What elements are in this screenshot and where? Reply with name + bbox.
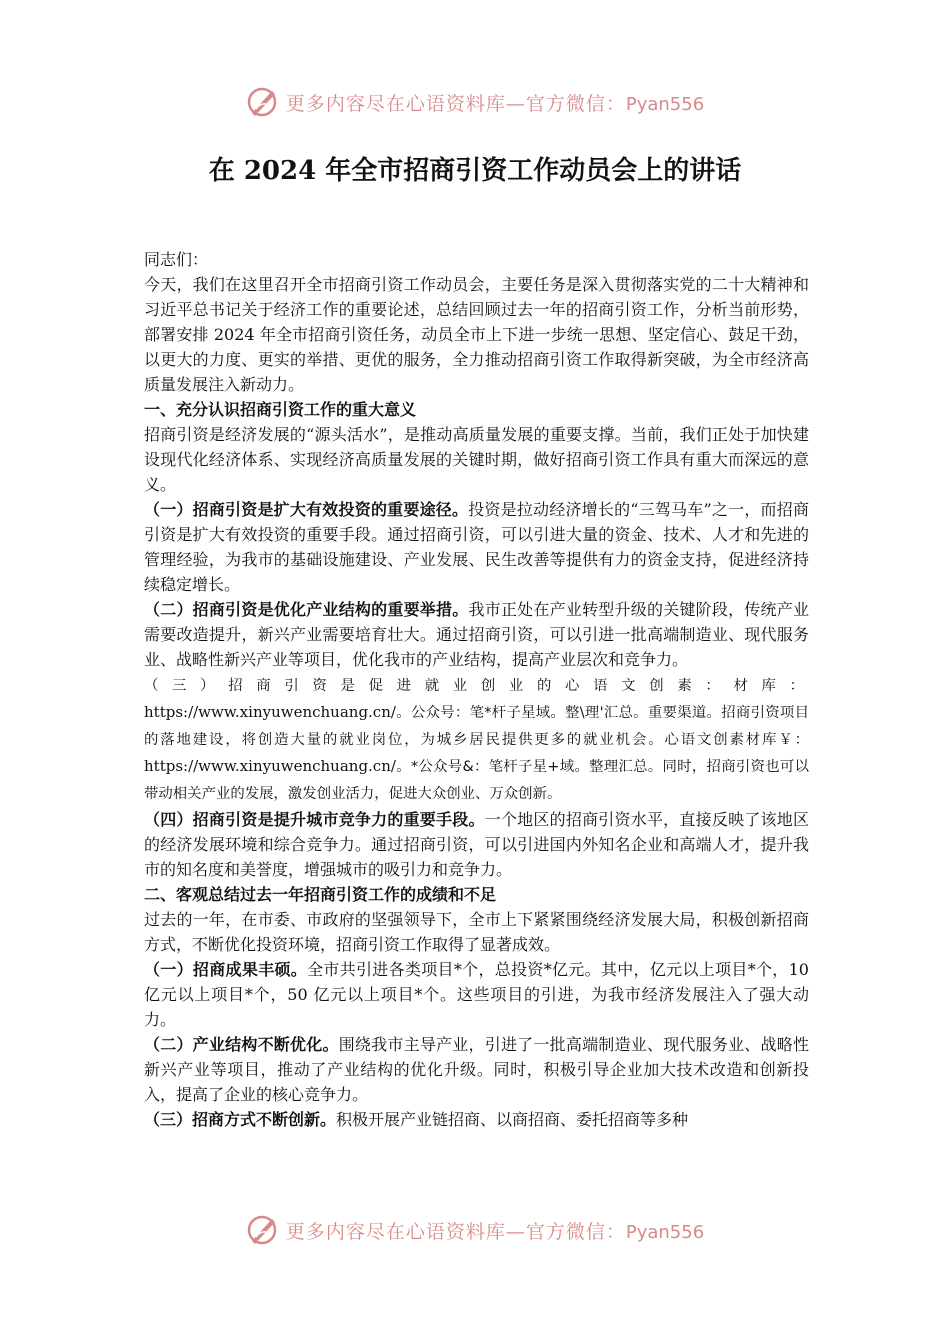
watermark-handle: Pyan556	[625, 93, 705, 115]
section-2-point-2	[144, 1032, 809, 1107]
source-url: https://www.xinyuwenchuang.cn/	[144, 757, 396, 775]
watermark-text: 更多内容尽在心语资料库—官方微信：Pyan556	[285, 92, 705, 115]
document-title: 在 2024 年全市招商引资工作动员会上的讲话	[208, 156, 742, 186]
source-url: https://www.xinyuwenchuang.cn/	[144, 703, 396, 721]
point-heading: （二）产业结构不断优化。	[144, 1035, 339, 1054]
point-text: 。*公众号&：笔杆子星+域。整理汇总。同时，招商引资也可以带动相关产业的发展，激发创业活力，促进大众创业、万众创新。	[144, 759, 809, 802]
point-text: 一个地区的招商引资水平，直接反映了该地区的经济发展环境和综合竞争力。通过招商引资，可以引进国内外知名企业和高端人才，提升我市的知名度和美誉度，增强城市的吸引力和竞争力。	[144, 810, 809, 879]
point-heading: （一）招商成果丰硕。	[144, 960, 308, 979]
watermark-text: 更多内容尽在心语资料库—官方微信：Pyan556	[285, 1220, 705, 1243]
section-2-heading: 二、客观总结过去一年招商引资工作的成绩和不足	[144, 885, 497, 904]
point-text: 我市正处在产业转型升级的关键阶段，传统产业需要改造提升，新兴产业需要培育壮大。通过招商引资，可以引进一批高端制造业、现代服务业、战略性新兴产业等项目，优化我市的产业结构，提高产业层次和竞争力。	[144, 600, 809, 669]
document-body	[144, 247, 809, 1132]
point-text: 投资是拉动经济增长的“三驾马车”之一，而招商引资是扩大有效投资的重要手段。通过招商引资，可以引进大量的资金、技术、人才和先进的管理经验，为我市的基础设施建设、产业发展、民生改善等提供有力的资金支持，促进经济持续稳定增长。	[144, 500, 809, 594]
section-1-heading: 一、充分认识招商引资工作的重大意义	[144, 400, 417, 419]
section-1-point-4	[144, 807, 809, 882]
watermark-handle: Pyan556	[625, 1221, 705, 1243]
section-2-point-1	[144, 957, 809, 1032]
intro-paragraph: 今天，我们在这里召开全市招商引资工作动员会，主要任务是深入贯彻落实党的二十大精神和习近平总书记关于经济工作的重要论述，总结回顾过去一年的招商引资工作，分析当前形势，部署安排 2024 年全市招商引资任务，动员全市上下进一步统一思想、坚定信心、鼓足干劲，以更大的力度、更实的举措、更优的服务，全力推动招商引资工作取得新突破，为全市经济高质量发展注入新动力。	[144, 275, 809, 394]
point-lead: （三）招商引资是促进就业创业的心语文创素：材库：	[144, 678, 809, 694]
pen-brush-logo-icon	[246, 1213, 280, 1247]
section-1-point-3	[144, 672, 809, 807]
point-text: 围绕我市主导产业，引进了一批高端制造业、现代服务业、战略性新兴产业等项目，推动了产业结构的优化升级。同时，积极引导企业加大技术改造和创新投入，提高了企业的核心竞争力。	[144, 1035, 809, 1104]
point-text: 全市共引进各类项目*个，总投资*亿元。其中，亿元以上项目*个，10 亿元以上项目*个，50 亿元以上项目*个。这些项目的引进，为我市经济发展注入了强大动力。	[144, 960, 809, 1029]
section-2-point-3	[144, 1107, 809, 1132]
section-1-point-1	[144, 497, 809, 597]
point-text: 。公众号：笔*杆子星域。整\理'汇总。重要渠道。招商引资项目的落地建设，将创造大量的就业岗位，为城乡居民提供更多的就业机会。心语文创素材库￥：	[144, 705, 809, 748]
point-heading: （三）招商方式不断创新。	[144, 1110, 337, 1129]
point-heading: （二）招商引资是优化产业结构的重要举措。	[144, 600, 469, 619]
point-text: 积极开展产业链招商、以商招商、委托招商等多种	[336, 1110, 689, 1129]
salutation: 同志们：	[144, 250, 209, 269]
point-heading: （四）招商引资是提升城市竞争力的重要手段。	[144, 810, 485, 829]
section-1-text: 招商引资是经济发展的“源头活水”，是推动高质量发展的重要支撑。当前，我们正处于加快建设现代化经济体系、实现经济高质量发展的关键时期，做好招商引资工作具有重大而深远的意义。	[144, 425, 809, 494]
header-watermark	[0, 82, 950, 122]
point-heading: （一）招商引资是扩大有效投资的重要途径。	[144, 500, 469, 519]
section-1-point-2	[144, 597, 809, 672]
pen-brush-logo-icon	[246, 85, 280, 119]
section-2-text: 过去的一年，在市委、市政府的坚强领导下，全市上下紧紧围绕经济发展大局，积极创新招商方式，不断优化投资环境，招商引资工作取得了显著成效。	[144, 910, 809, 954]
footer-watermark	[0, 1210, 950, 1250]
